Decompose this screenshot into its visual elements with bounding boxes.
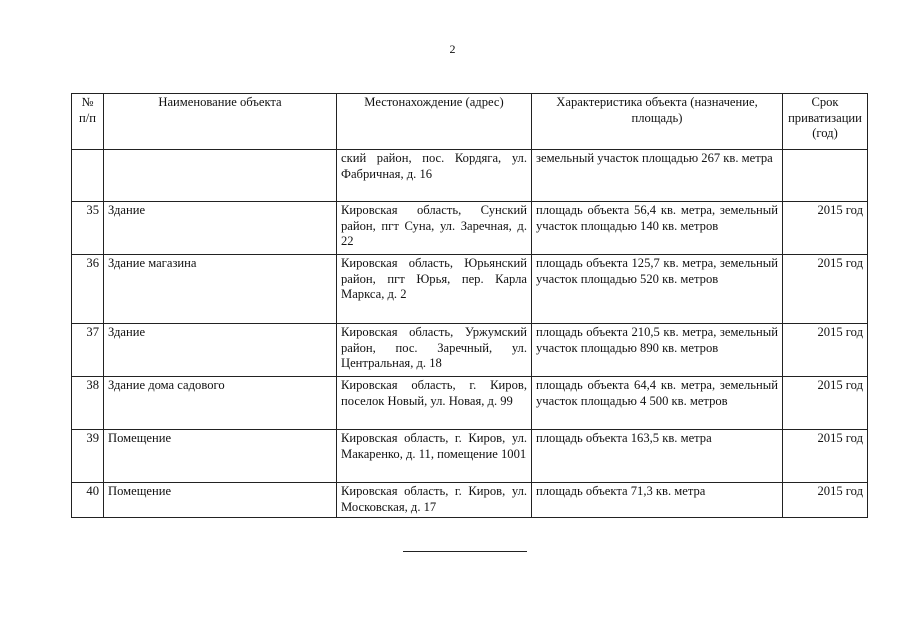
cell-characteristic: площадь объекта 125,7 кв. метра, земельный участок площадью 520 кв. метров <box>532 255 783 324</box>
end-of-document-rule <box>403 551 527 552</box>
cell-term: 2015 год <box>783 202 868 255</box>
table-row <box>72 324 868 377</box>
cell-characteristic: площадь объекта 56,4 кв. метра, земельный участок площадью 140 кв. метров <box>532 202 783 255</box>
header-name: Наименование объекта <box>104 94 337 150</box>
cell-term <box>783 150 868 202</box>
table-header-row <box>72 94 868 150</box>
table-row <box>72 430 868 483</box>
cell-name <box>104 150 337 202</box>
cell-name: Здание <box>104 202 337 255</box>
cell-address: Кировская область, Уржумский район, пос. Заречный, ул. Центральная, д. 18 <box>337 324 532 377</box>
cell-name: Помещение <box>104 430 337 483</box>
cell-address: Кировская область, г. Киров, ул. Московская, д. 17 <box>337 483 532 518</box>
cell-name: Здание <box>104 324 337 377</box>
cell-address: Кировская область, Юрьянский район, пгт Юрья, пер. Карла Маркса, д. 2 <box>337 255 532 324</box>
cell-characteristic: площадь объекта 71,3 кв. метра <box>532 483 783 518</box>
cell-num: 39 <box>72 430 104 483</box>
cell-address: Кировская область, г. Киров, поселок Новый, ул. Новая, д. 99 <box>337 377 532 430</box>
property-table <box>71 93 868 518</box>
cell-term: 2015 год <box>783 430 868 483</box>
table-row <box>72 483 868 518</box>
cell-num: 37 <box>72 324 104 377</box>
header-address: Местонахождение (адрес) <box>337 94 532 150</box>
cell-num: 38 <box>72 377 104 430</box>
cell-characteristic: площадь объекта 64,4 кв. метра, земельный участок площадью 4 500 кв. метров <box>532 377 783 430</box>
cell-name: Здание дома садового <box>104 377 337 430</box>
cell-address: Кировская область, Сунский район, пгт Суна, ул. Заречная, д. 22 <box>337 202 532 255</box>
cell-name: Помещение <box>104 483 337 518</box>
table-row <box>72 150 868 202</box>
cell-num: 36 <box>72 255 104 324</box>
cell-name: Здание магазина <box>104 255 337 324</box>
cell-address: Кировская область, г. Киров, ул. Макаренко, д. 11, помещение 1001 <box>337 430 532 483</box>
header-term: Срок приватизации (год) <box>783 94 868 150</box>
page-number: 2 <box>449 42 456 56</box>
header-characteristic: Характеристика объекта (назначение, площадь) <box>532 94 783 150</box>
cell-characteristic: земельный участок площадью 267 кв. метра <box>532 150 783 202</box>
table-row <box>72 202 868 255</box>
cell-term: 2015 год <box>783 324 868 377</box>
cell-num: 40 <box>72 483 104 518</box>
cell-term: 2015 год <box>783 377 868 430</box>
cell-address: ский район, пос. Кордяга, ул. Фабричная, д. 16 <box>337 150 532 202</box>
cell-characteristic: площадь объекта 163,5 кв. метра <box>532 430 783 483</box>
cell-term: 2015 год <box>783 483 868 518</box>
table-row <box>72 377 868 430</box>
cell-term: 2015 год <box>783 255 868 324</box>
header-num: № п/п <box>72 94 104 150</box>
cell-num: 35 <box>72 202 104 255</box>
table-row <box>72 255 868 324</box>
cell-num <box>72 150 104 202</box>
cell-characteristic: площадь объекта 210,5 кв. метра, земельный участок площадью 890 кв. метров <box>532 324 783 377</box>
